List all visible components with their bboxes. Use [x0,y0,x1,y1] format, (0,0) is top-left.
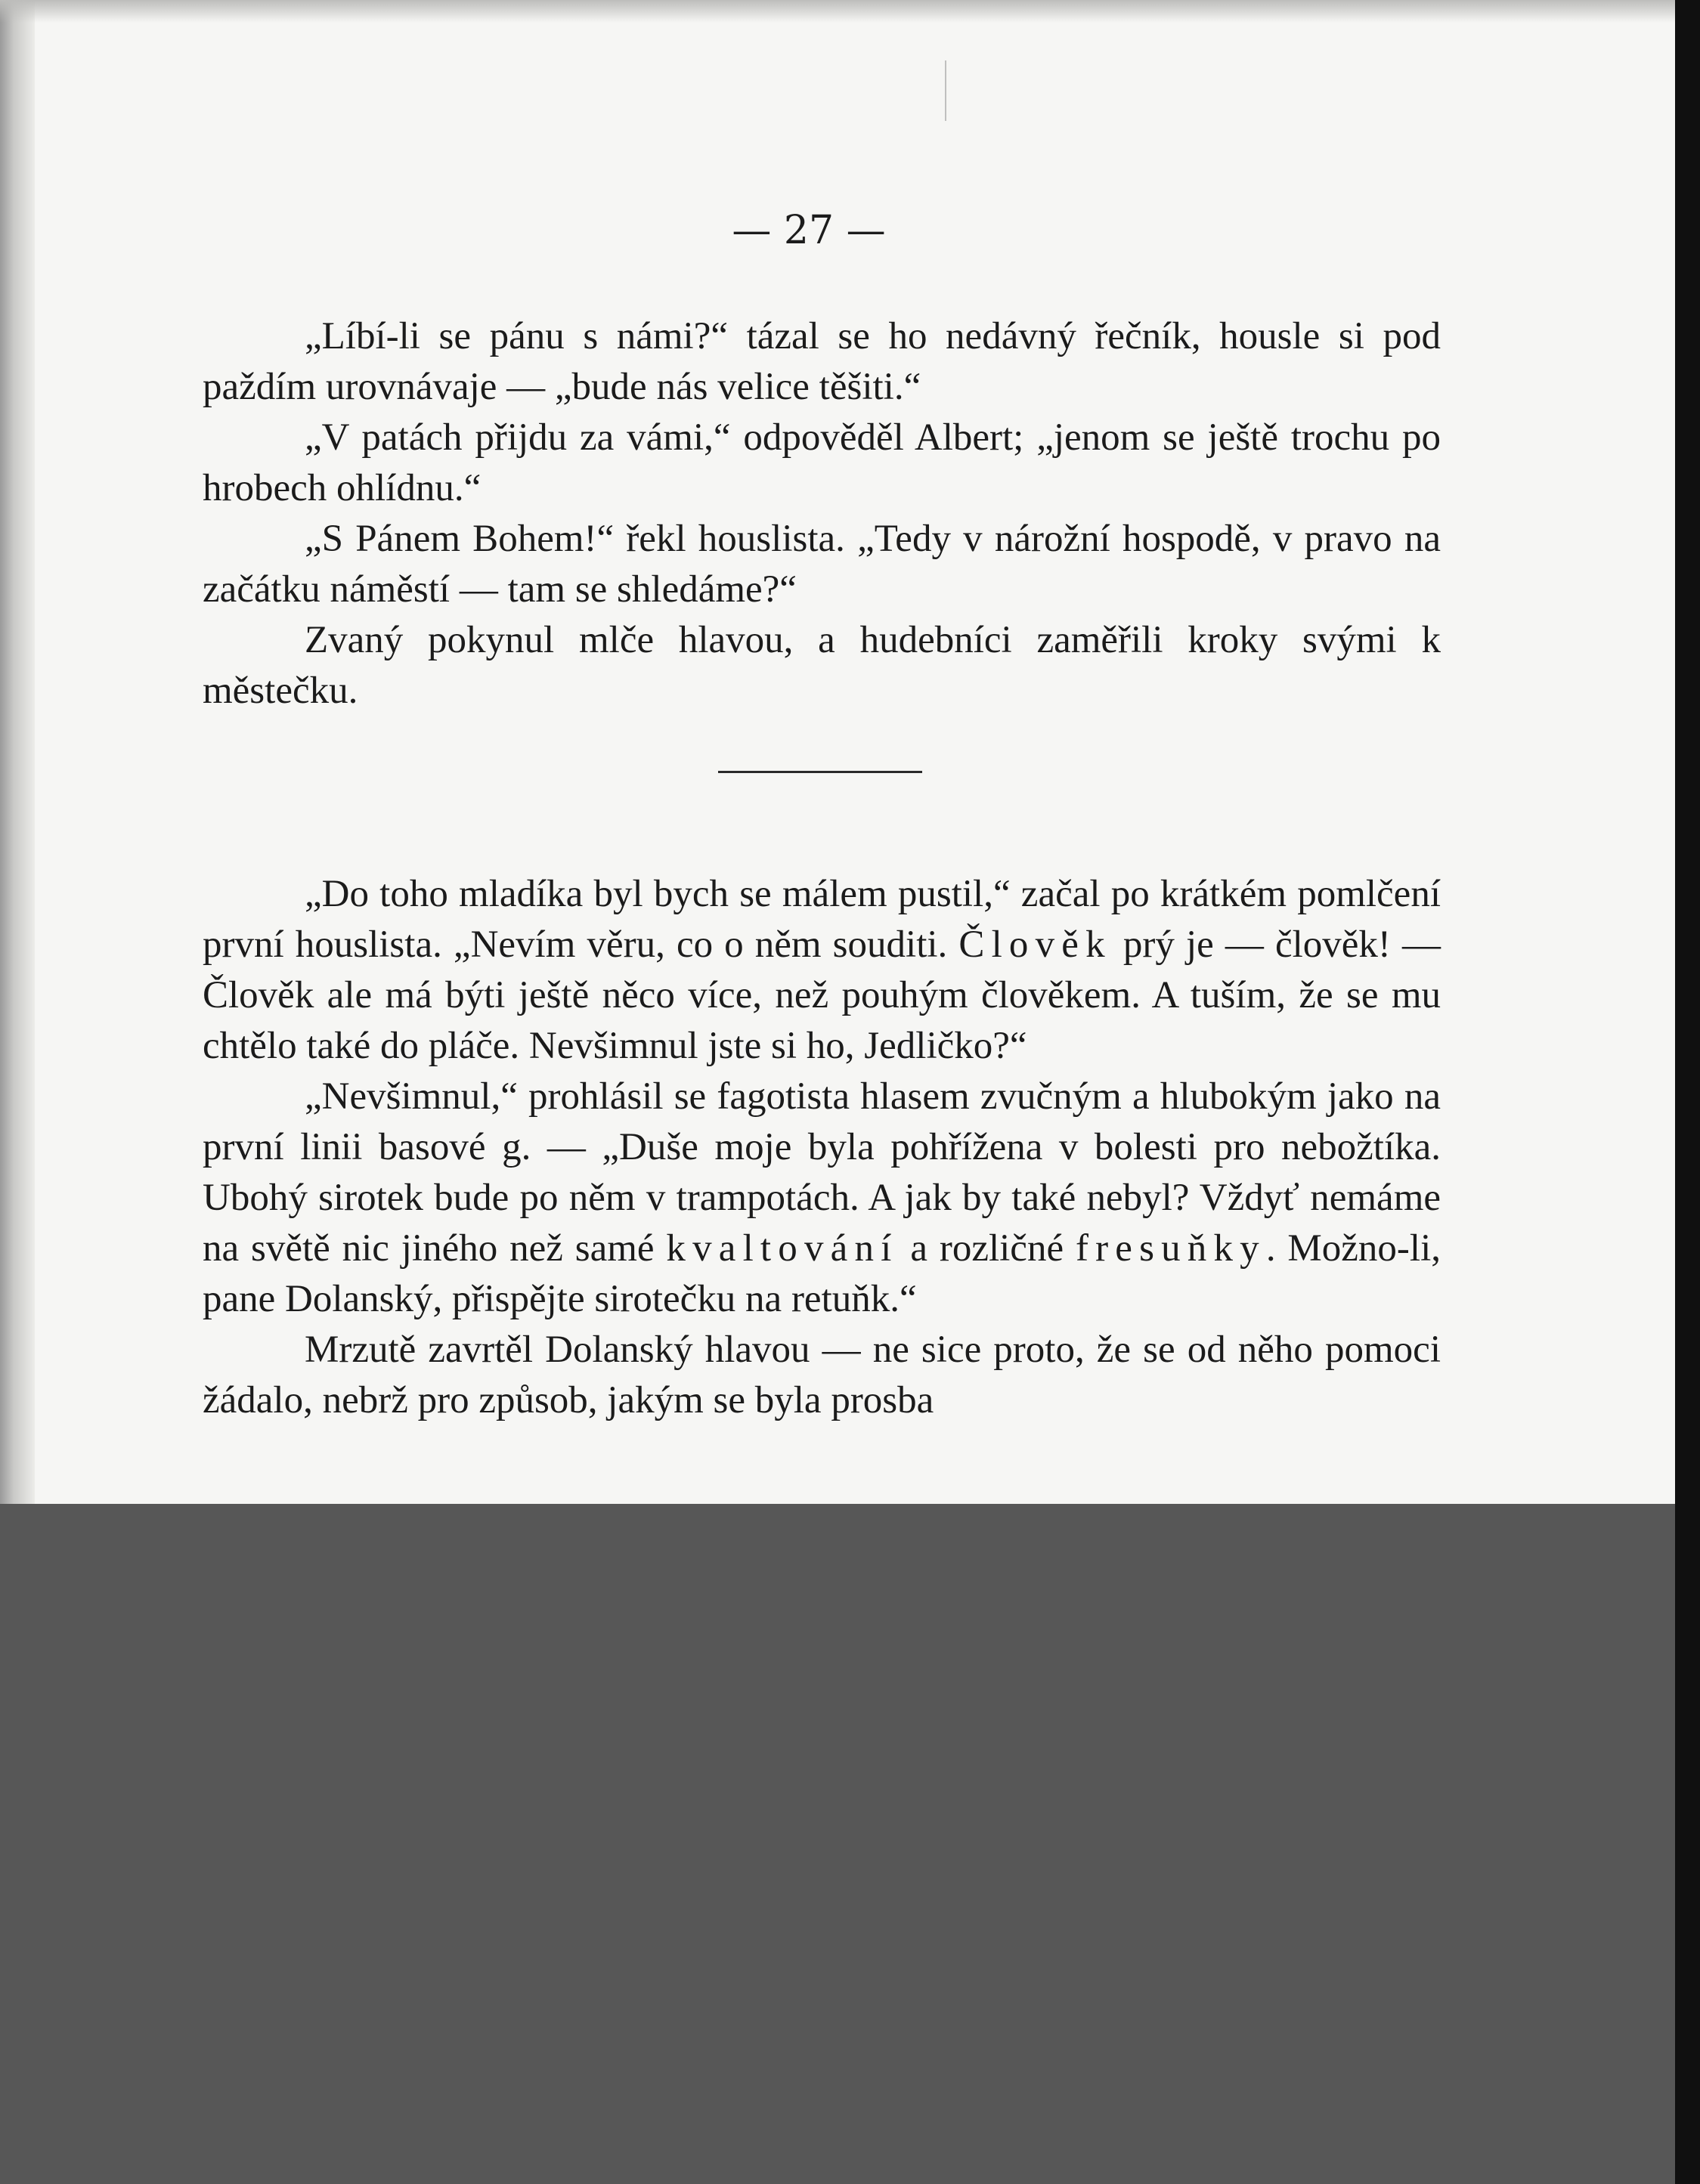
scanner-background [0,1504,1700,2184]
text-block-bottom [203,869,1441,1426]
text-block-top [203,311,1441,716]
scan-artifact [945,60,946,121]
paragraph [203,869,1441,1072]
text-run: prý je — člověk! — Člověk ale má býti ještě něco více, než pouhým člověkem. A tuším, že se mu chtělo také do pláče. Nevšimnul jste si ho, Jedličko?“ [203,923,1441,1067]
top-edge-shadow [0,0,1675,23]
emphasized-word: fresuňky [1075,1227,1266,1270]
text-run: a rozličné [898,1227,1076,1270]
page-number: — 27 — [732,208,886,253]
paragraph: Mrzutě zavrtěl Dolanský hlavou — ne sice proto, že se od něho pomoci žádalo, nebrž pro způsob, jakým se byla prosba [203,1329,1441,1421]
paragraph: „V patách přijdu za vámi,“ odpověděl Albert; „jenom se ještě trochu po hrobech ohlídnu.“ [203,416,1441,509]
section-separator [718,771,922,773]
paragraph: Zvaný pokynul mlče hlavou, a hudebníci zaměřili kroky svými k městečku. [203,619,1441,712]
paragraph [203,1072,1441,1325]
text-run: . Možno-li, pane Dolanský, přispějte sirotečku na retuňk.“ [203,1227,1441,1320]
paragraph: „Líbí-li se pánu s námi?“ tázal se ho nedávný řečník, housle si pod paždím urovnávaje — „bude nás velice těšiti.“ [203,315,1441,408]
paragraph: „S Pánem Bohem!“ řekl houslista. „Tedy v nárožní hospodě, v pravo na začátku náměstí — tam se shledáme?“ [203,518,1441,611]
emphasized-word: kvaltování [666,1227,899,1270]
text-run: „Nevšimnul,“ prohlásil se fagotista hlasem zvučným a hlubokým jako na první linii basové g. — „Duše moje byla pohřížena v bolesti pro nebožtíka. Ubohý sirotek bude po něm v trampotách. A jak by také nebyl? Vždyť nemáme na světě nic jiného než samé [203,1075,1441,1270]
text-run: „Do toho mladíka byl bych se málem pustil,“ začal po krátkém pomlčení první houslista. „Nevím věru, co o něm souditi. [203,873,1441,966]
scanner-edge [1675,0,1700,2184]
emphasized-word: Člověk [958,923,1112,966]
